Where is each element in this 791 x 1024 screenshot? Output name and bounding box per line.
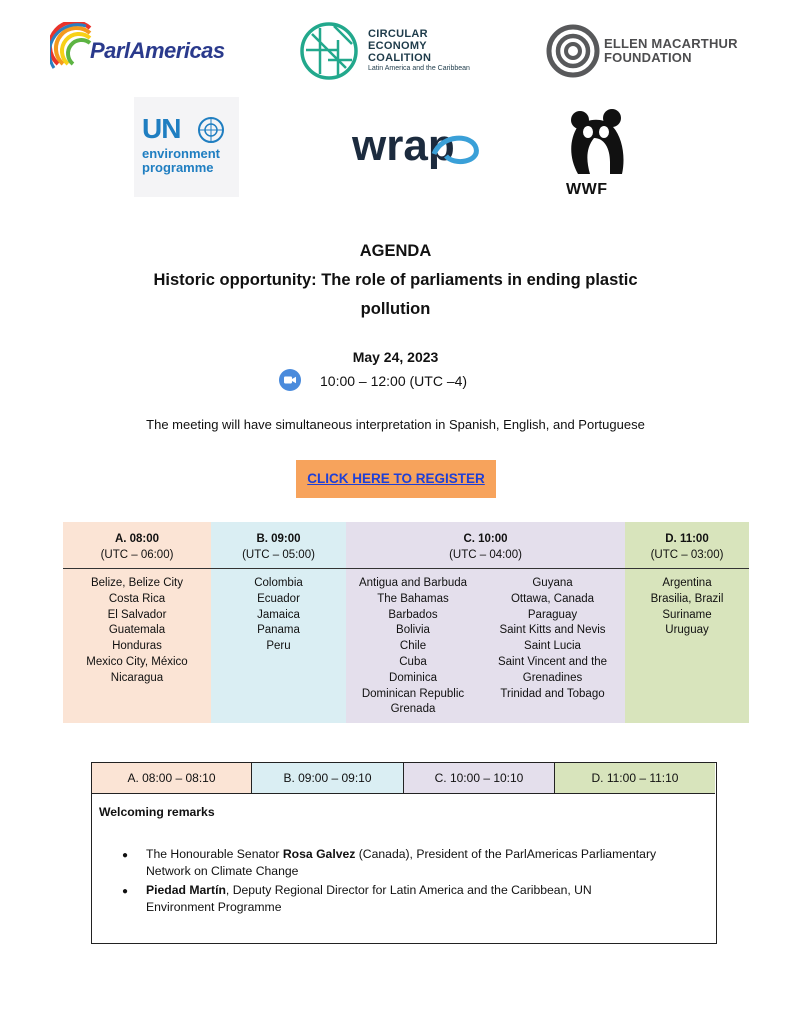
place-item: Saint Kitts and Nevis [499, 624, 606, 637]
parlamericas-wordmark: ParlAmericas [90, 38, 225, 63]
session-slot-a: A. 08:00 – 08:10 [92, 763, 252, 794]
wwf-logo [560, 108, 632, 203]
bullet-icon: ● [122, 886, 129, 897]
page-title-line1: Historic opportunity: The role of parliaments in ending plastic [153, 271, 638, 289]
timezone-column-a [63, 522, 211, 723]
session-slot-b: B. 09:00 – 09:10 [252, 763, 404, 794]
place-item: Guatemala [108, 624, 166, 637]
place-item: Argentina [662, 577, 712, 589]
place-item: Mexico City, México [86, 655, 188, 668]
place-item: Brasilia, Brazil [650, 592, 724, 605]
session-table [91, 762, 717, 944]
place-item: Guyana [532, 577, 573, 589]
place-item: Saint Vincent and the [497, 655, 608, 668]
timezone-column-d [625, 522, 749, 723]
meeting-date: May 24, 2023 [352, 349, 439, 365]
timezone-b-places [211, 568, 346, 655]
session-slot-c: C. 10:00 – 10:10 [404, 763, 555, 794]
timezone-c-utc: (UTC – 04:00) [449, 548, 522, 561]
place-item: Chile [399, 640, 427, 653]
place-item: Cuba [399, 655, 427, 668]
meeting-time: 10:00 – 12:00 (UTC –4) [320, 373, 468, 389]
timezone-d-places [625, 568, 749, 639]
timezone-column-b [211, 522, 346, 723]
timezone-c-places-left [346, 568, 480, 718]
wrap-wordmark: wrap [352, 121, 455, 170]
circular-economy-coalition-logo [298, 20, 508, 82]
place-item: Ecuador [257, 592, 300, 605]
session-slot-d: D. 11:00 – 11:10 [555, 763, 715, 794]
place-item: Belize, Belize City [90, 577, 184, 589]
video-camera-icon [279, 369, 301, 391]
speaker-item: The Honourable Senator Rosa Galvez (Canada), President of the ParlAmericas Parliamentary Network on Climate Change [146, 847, 657, 878]
wwf-wordmark: WWF [566, 181, 608, 198]
wrap-logo [350, 120, 485, 180]
place-item: Antigua and Barbuda [358, 577, 468, 589]
speaker-name: Piedad Martín [146, 883, 226, 897]
place-item: Bolivia [396, 624, 430, 637]
place-item: El Salvador [107, 608, 167, 621]
place-item: The Bahamas [377, 592, 449, 605]
place-item: Paraguay [527, 608, 578, 621]
place-item: Grenadines [522, 671, 583, 684]
place-item: Grenada [390, 703, 436, 716]
unep-un-text: UN [142, 113, 181, 144]
place-item: Suriname [662, 608, 712, 621]
agenda-label: AGENDA [359, 242, 432, 260]
place-item: Costa Rica [108, 592, 166, 605]
place-item: Barbados [388, 608, 438, 621]
place-item: Saint Lucia [524, 640, 581, 653]
place-item: Ottawa, Canada [510, 592, 595, 605]
register-link[interactable]: CLICK HERE TO REGISTER [307, 471, 485, 486]
timezone-a-utc: (UTC – 06:00) [100, 548, 174, 561]
timezone-header-divider [63, 568, 749, 569]
place-item: Trinidad and Tobago [500, 687, 605, 700]
place-item: Honduras [112, 640, 162, 653]
cec-subtitle: Latin America and the Caribbean [368, 65, 470, 72]
place-item: Nicaragua [110, 671, 164, 684]
timezone-b-label: B. 09:00 [256, 533, 301, 545]
timezone-c-label: C. 10:00 [463, 533, 508, 545]
place-item: Jamaica [257, 608, 300, 621]
place-item: Peru [266, 640, 291, 653]
ellen-macarthur-foundation-logo [546, 24, 761, 78]
timezone-d-utc: (UTC – 03:00) [650, 548, 724, 561]
timezone-b-utc: (UTC – 05:00) [242, 548, 315, 561]
timezone-column-c [346, 522, 625, 723]
page-title-line2: pollution [360, 300, 431, 318]
place-item: Colombia [254, 577, 303, 589]
speaker-name: Rosa Galvez [282, 847, 356, 861]
timezone-c-places-right [480, 568, 625, 702]
timezone-d-label: D. 11:00 [665, 533, 709, 545]
interpretation-note: The meeting will have simultaneous interpretation in Spanish, English, and Portuguese [146, 417, 645, 432]
cec-wordmark: CIRCULAR ECONOMY COALITION [368, 28, 432, 64]
place-item: Dominican Republic [361, 687, 465, 700]
unep-text: environment programme [142, 146, 221, 175]
place-item: Uruguay [665, 624, 709, 637]
bullet-icon: ● [122, 850, 129, 861]
register-button[interactable] [296, 460, 496, 498]
parlamericas-logo [50, 22, 250, 80]
place-item: Dominica [389, 671, 437, 684]
place-item: Panama [257, 624, 300, 637]
speaker-item: Piedad Martín, Deputy Regional Director for Latin America and the Caribbean, UN Environment Programme [146, 883, 592, 914]
emf-wordmark: ELLEN MACARTHUR FOUNDATION [604, 36, 738, 65]
un-environment-logo [134, 97, 239, 197]
timezone-a-label: A. 08:00 [114, 533, 160, 545]
timezone-a-places [63, 568, 211, 687]
un-emblem-icon [196, 115, 226, 145]
panda-icon [560, 108, 632, 180]
session-heading: Welcoming remarks [99, 805, 215, 819]
